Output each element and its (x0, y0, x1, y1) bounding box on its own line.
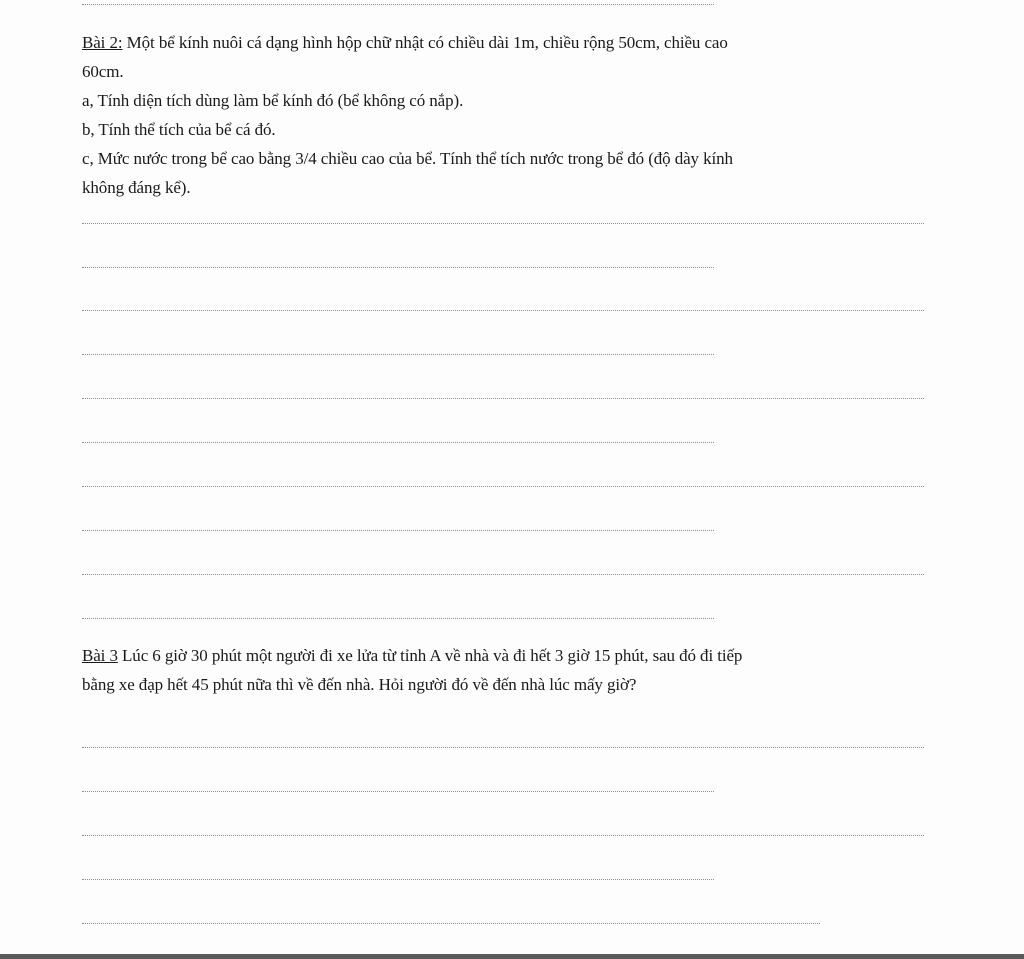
answer-line (82, 4, 714, 5)
answer-line (82, 747, 924, 748)
answer-line (82, 618, 714, 619)
exercise-3-text: Lúc 6 giờ 30 phút một người đi xe lửa từ tỉnh A về nhà và đi hết 3 giờ 15 phút, sau đó đi tiếp (117, 646, 743, 665)
exercise-2-part-b: b, Tính thể tích của bể cá đó. (82, 120, 276, 139)
answer-line (82, 354, 714, 355)
exercise-3-line-2: bằng xe đạp hết 45 phút nữa thì về đến nhà. Hỏi người đó về đến nhà lúc mấy giờ? (82, 675, 637, 694)
page-bottom-border (0, 954, 1024, 959)
answer-line (82, 923, 820, 924)
exercise-2-line-1 (82, 33, 728, 53)
exercise-3-line-1 (82, 646, 742, 666)
answer-line (82, 310, 924, 311)
answer-line (82, 486, 924, 487)
answer-line (82, 835, 924, 836)
answer-line (82, 791, 714, 792)
answer-line (82, 574, 924, 575)
exercise-2-line-2: 60cm. (82, 62, 124, 81)
exercise-2-part-c-line-2: không đáng kể). (82, 178, 191, 197)
exercise-2-label: Bài 2: (82, 33, 123, 52)
exercise-2-part-c-line-1: c, Mức nước trong bể cao bằng 3/4 chiều cao của bể. Tính thể tích nước trong bể đó (độ dày kính (82, 149, 733, 168)
answer-line (82, 879, 714, 880)
answer-line (82, 398, 924, 399)
answer-line (82, 530, 714, 531)
exercise-2-text: Một bể kính nuôi cá dạng hình hộp chữ nhật có chiều dài 1m, chiều rộng 50cm, chiều cao (122, 33, 728, 52)
exercise-2-part-a: a, Tính diện tích dùng làm bể kính đó (bể không có nắp). (82, 91, 464, 110)
exercise-3-label: Bài 3 (82, 646, 118, 665)
answer-line (82, 442, 714, 443)
answer-line (82, 223, 924, 224)
answer-line (82, 267, 714, 268)
